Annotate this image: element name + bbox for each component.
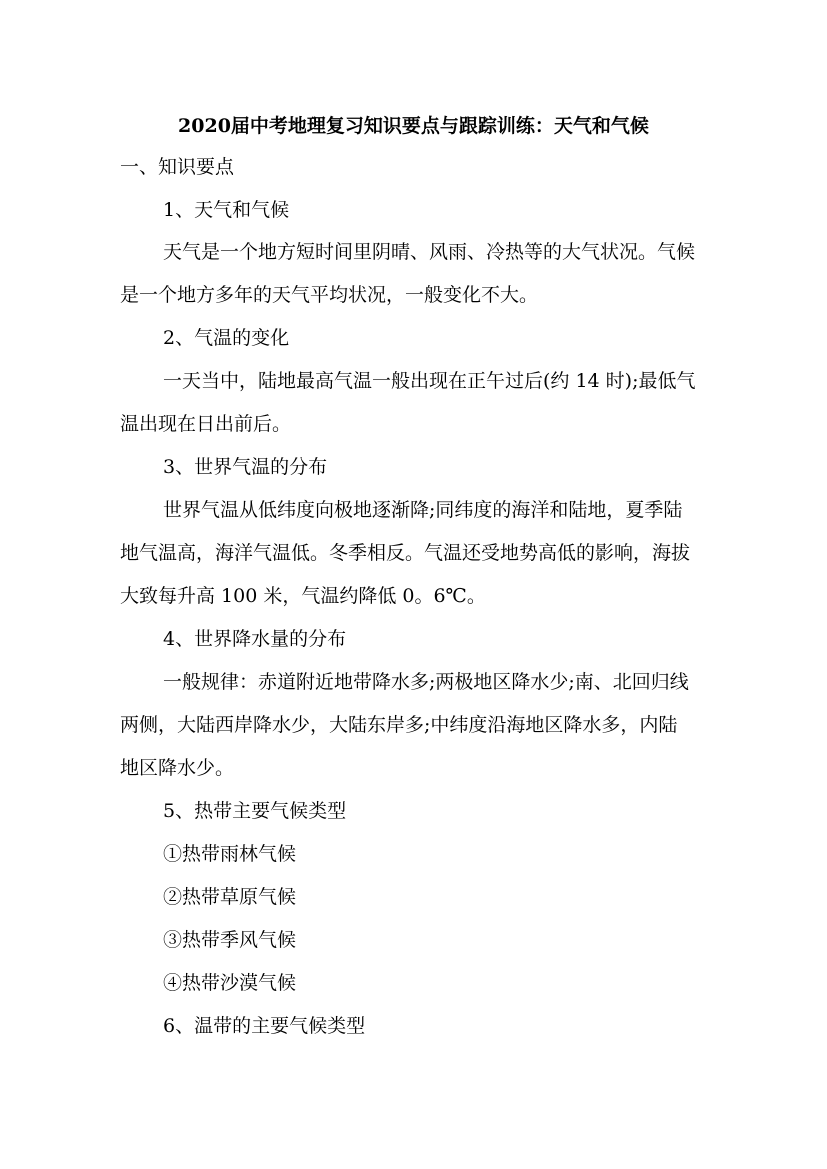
paragraph-line: 世界气温从低纬度向极地逐渐降;同纬度的海洋和陆地，夏季陆 bbox=[163, 499, 683, 521]
paragraph-line: 地区降水少。 bbox=[120, 757, 235, 779]
list-item: ④热带沙漠气候 bbox=[163, 972, 297, 994]
paragraph-line: 温出现在日出前后。 bbox=[120, 413, 292, 435]
paragraph-line: 一般规律：赤道附近地带降水多;两极地区降水少;南、北回归线 bbox=[163, 671, 689, 693]
heading-world-precipitation-distribution: 4、世界降水量的分布 bbox=[163, 628, 347, 650]
list-item: ③热带季风气候 bbox=[163, 929, 297, 951]
paragraph-line: 大致每升高 100 米，气温约降低 0。6℃。 bbox=[120, 585, 486, 607]
paragraph-line: 两侧，大陆西岸降水少，大陆东岸多;中纬度沿海地区降水多，内陆 bbox=[120, 714, 678, 736]
document-title: 2020届中考地理复习知识要点与跟踪训练：天气和气候 bbox=[178, 115, 649, 137]
heading-temperature-change: 2、气温的变化 bbox=[163, 327, 290, 349]
heading-world-temperature-distribution: 3、世界气温的分布 bbox=[163, 456, 328, 478]
paragraph-line: 一天当中，陆地最高气温一般出现在正午过后(约 14 时);最低气 bbox=[163, 370, 696, 392]
heading-tropical-climate-types: 5、热带主要气候类型 bbox=[163, 800, 347, 822]
paragraph-line: 是一个地方多年的天气平均状况，一般变化不大。 bbox=[120, 284, 539, 306]
paragraph-line: 天气是一个地方短时间里阴晴、风雨、冷热等的大气状况。气候 bbox=[163, 241, 696, 263]
paragraph-line: 地气温高，海洋气温低。冬季相反。气温还受地势高低的影响，海拔 bbox=[120, 542, 691, 564]
list-item: ①热带雨林气候 bbox=[163, 843, 297, 865]
heading-weather-and-climate: 1、天气和气候 bbox=[163, 199, 290, 221]
heading-temperate-climate-types: 6、温带的主要气候类型 bbox=[163, 1015, 366, 1037]
section-heading-knowledge-points: 一、知识要点 bbox=[120, 156, 235, 178]
list-item: ②热带草原气候 bbox=[163, 886, 297, 908]
